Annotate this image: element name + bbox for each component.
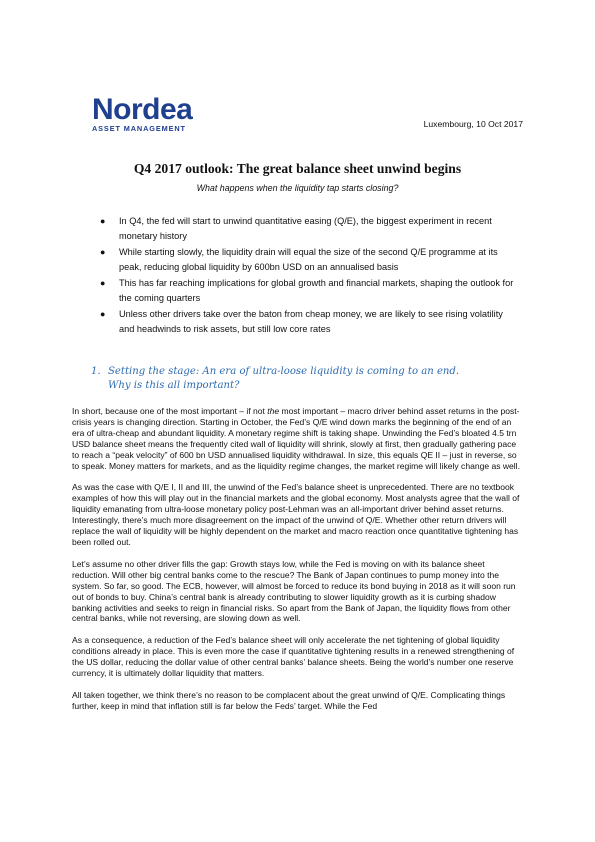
bullet-text: This has far reaching implications for global growth and financial markets, shaping the outlook for the coming quarters (119, 278, 514, 303)
bullet-icon: ● (100, 247, 106, 257)
body-text (72, 406, 524, 723)
section-heading-line2: Why is this all important? (108, 380, 240, 391)
logo-tagline: ASSET MANAGEMENT (92, 124, 186, 133)
paragraph: As a consequence, a reduction of the Fed’s balance sheet will only accelerate the net tightening of global liquidity conditions already in place. This is even more the case if quantitative tightening results in a renewed strengthening of the US dollar, reducing the dollar value of other central banks’ balance sheets. Being the world’s number one reserve currency, it is ultimately dollar liquidity that matters. (72, 635, 515, 679)
bullet-icon: ● (100, 309, 106, 319)
document-title: Q4 2017 outlook: The great balance sheet unwind begins (133, 161, 462, 176)
paragraph-text: In short, because one of the most important – if not (72, 406, 268, 416)
paragraph-text: most important – macro driver behind asset returns in the post-crisis years is changing direction. Starting in October, the Fed’s Q/E wind down marks the beginning of the end of an era of ultra-cheap and abundant liquidity. A monetary regime shift is taking shape. Unwinding the Fed’s bloated 4.5 trn USD balance sheet means the frequently cited wall of liquidity will shrink, slowly at first, then gradually gathering pace to reach a “peak velocity” of 600 bn USD annualised liquidity withdrawal. In size, this equals QE II – just in reverse, so to speak. Money matters for markets, and as the liquidity regime changes, the market regime will likely change as well. (72, 406, 520, 471)
section-number: 1. (91, 366, 101, 377)
bullet-text: While starting slowly, the liquidity drain will equal the size of the second Q/E programme at its peak, reducing global liquidity by 600bn USD on an annualised basis (119, 247, 498, 272)
key-points-list (100, 214, 520, 338)
section-heading-line1: Setting the stage: An era of ultra-loose liquidity is coming to an end. (108, 366, 460, 377)
bullet-icon: ● (100, 278, 106, 288)
emphasis-text: the (267, 406, 280, 416)
bullet-item (100, 245, 520, 275)
bullet-text: In Q4, the fed will start to unwind quantitative easing (Q/E), the biggest experiment in recent monetary history (119, 216, 492, 241)
logo-wordmark: Nordea (92, 93, 193, 126)
dateline: Luxembourg, 10 Oct 2017 (423, 119, 523, 129)
paragraph: As was the case with Q/E I, II and III, the unwind of the Fed’s balance sheet is unprecedented. There are no textbook examples of how this will play out in the financial markets and the global economy. Most analysts agree that the wall of liquidity emanating from ultra-loose monetary policy post-Lehman was an all-important driver behind asset returns. Interestingly, there’s much more disagreement on the impact of the unwind of Q/E. Whether other return drivers will replace the wall of liquidity will be highly dependent on the market and macro reaction once quantitative tightening has been rolled out. (72, 482, 520, 547)
bullet-item (100, 276, 520, 306)
bullet-text: Unless other drivers take over the baton from cheap money, we are likely to see rising volatility and headwinds to risk assets, but still low core rates (119, 309, 503, 334)
bullet-item (100, 307, 520, 337)
paragraph (72, 406, 524, 471)
section-heading (91, 365, 531, 393)
bullet-icon: ● (100, 216, 106, 226)
bullet-item (100, 214, 520, 244)
nordea-logo (92, 95, 212, 133)
paragraph: Let’s assume no other driver fills the gap: Growth stays low, while the Fed is moving on with its balance sheet reduction. Will other big central banks come to the rescue? The Bank of Japan continues to pump money into the system. So far, so good. The ECB, however, will almost be forced to reduce its bond buying in 2018 as it will soon run out of bonds to buy. China’s central bank is already contributing to slower liquidity growth as it is curbing shadow banking activities and seeks to reign in financial risks. So apart from the Bank of Japan, the liquidity flows from other central banks, while not reversing, are slowing down as well. (72, 558, 516, 624)
document-subtitle: What happens when the liquidity tap starts closing? (196, 183, 399, 193)
paragraph: All taken together, we think there’s no reason to be complacent about the great unwind of Q/E. Complicating things further, keep in mind that inflation still is far below the Feds’ target. While the Fed (72, 689, 506, 711)
